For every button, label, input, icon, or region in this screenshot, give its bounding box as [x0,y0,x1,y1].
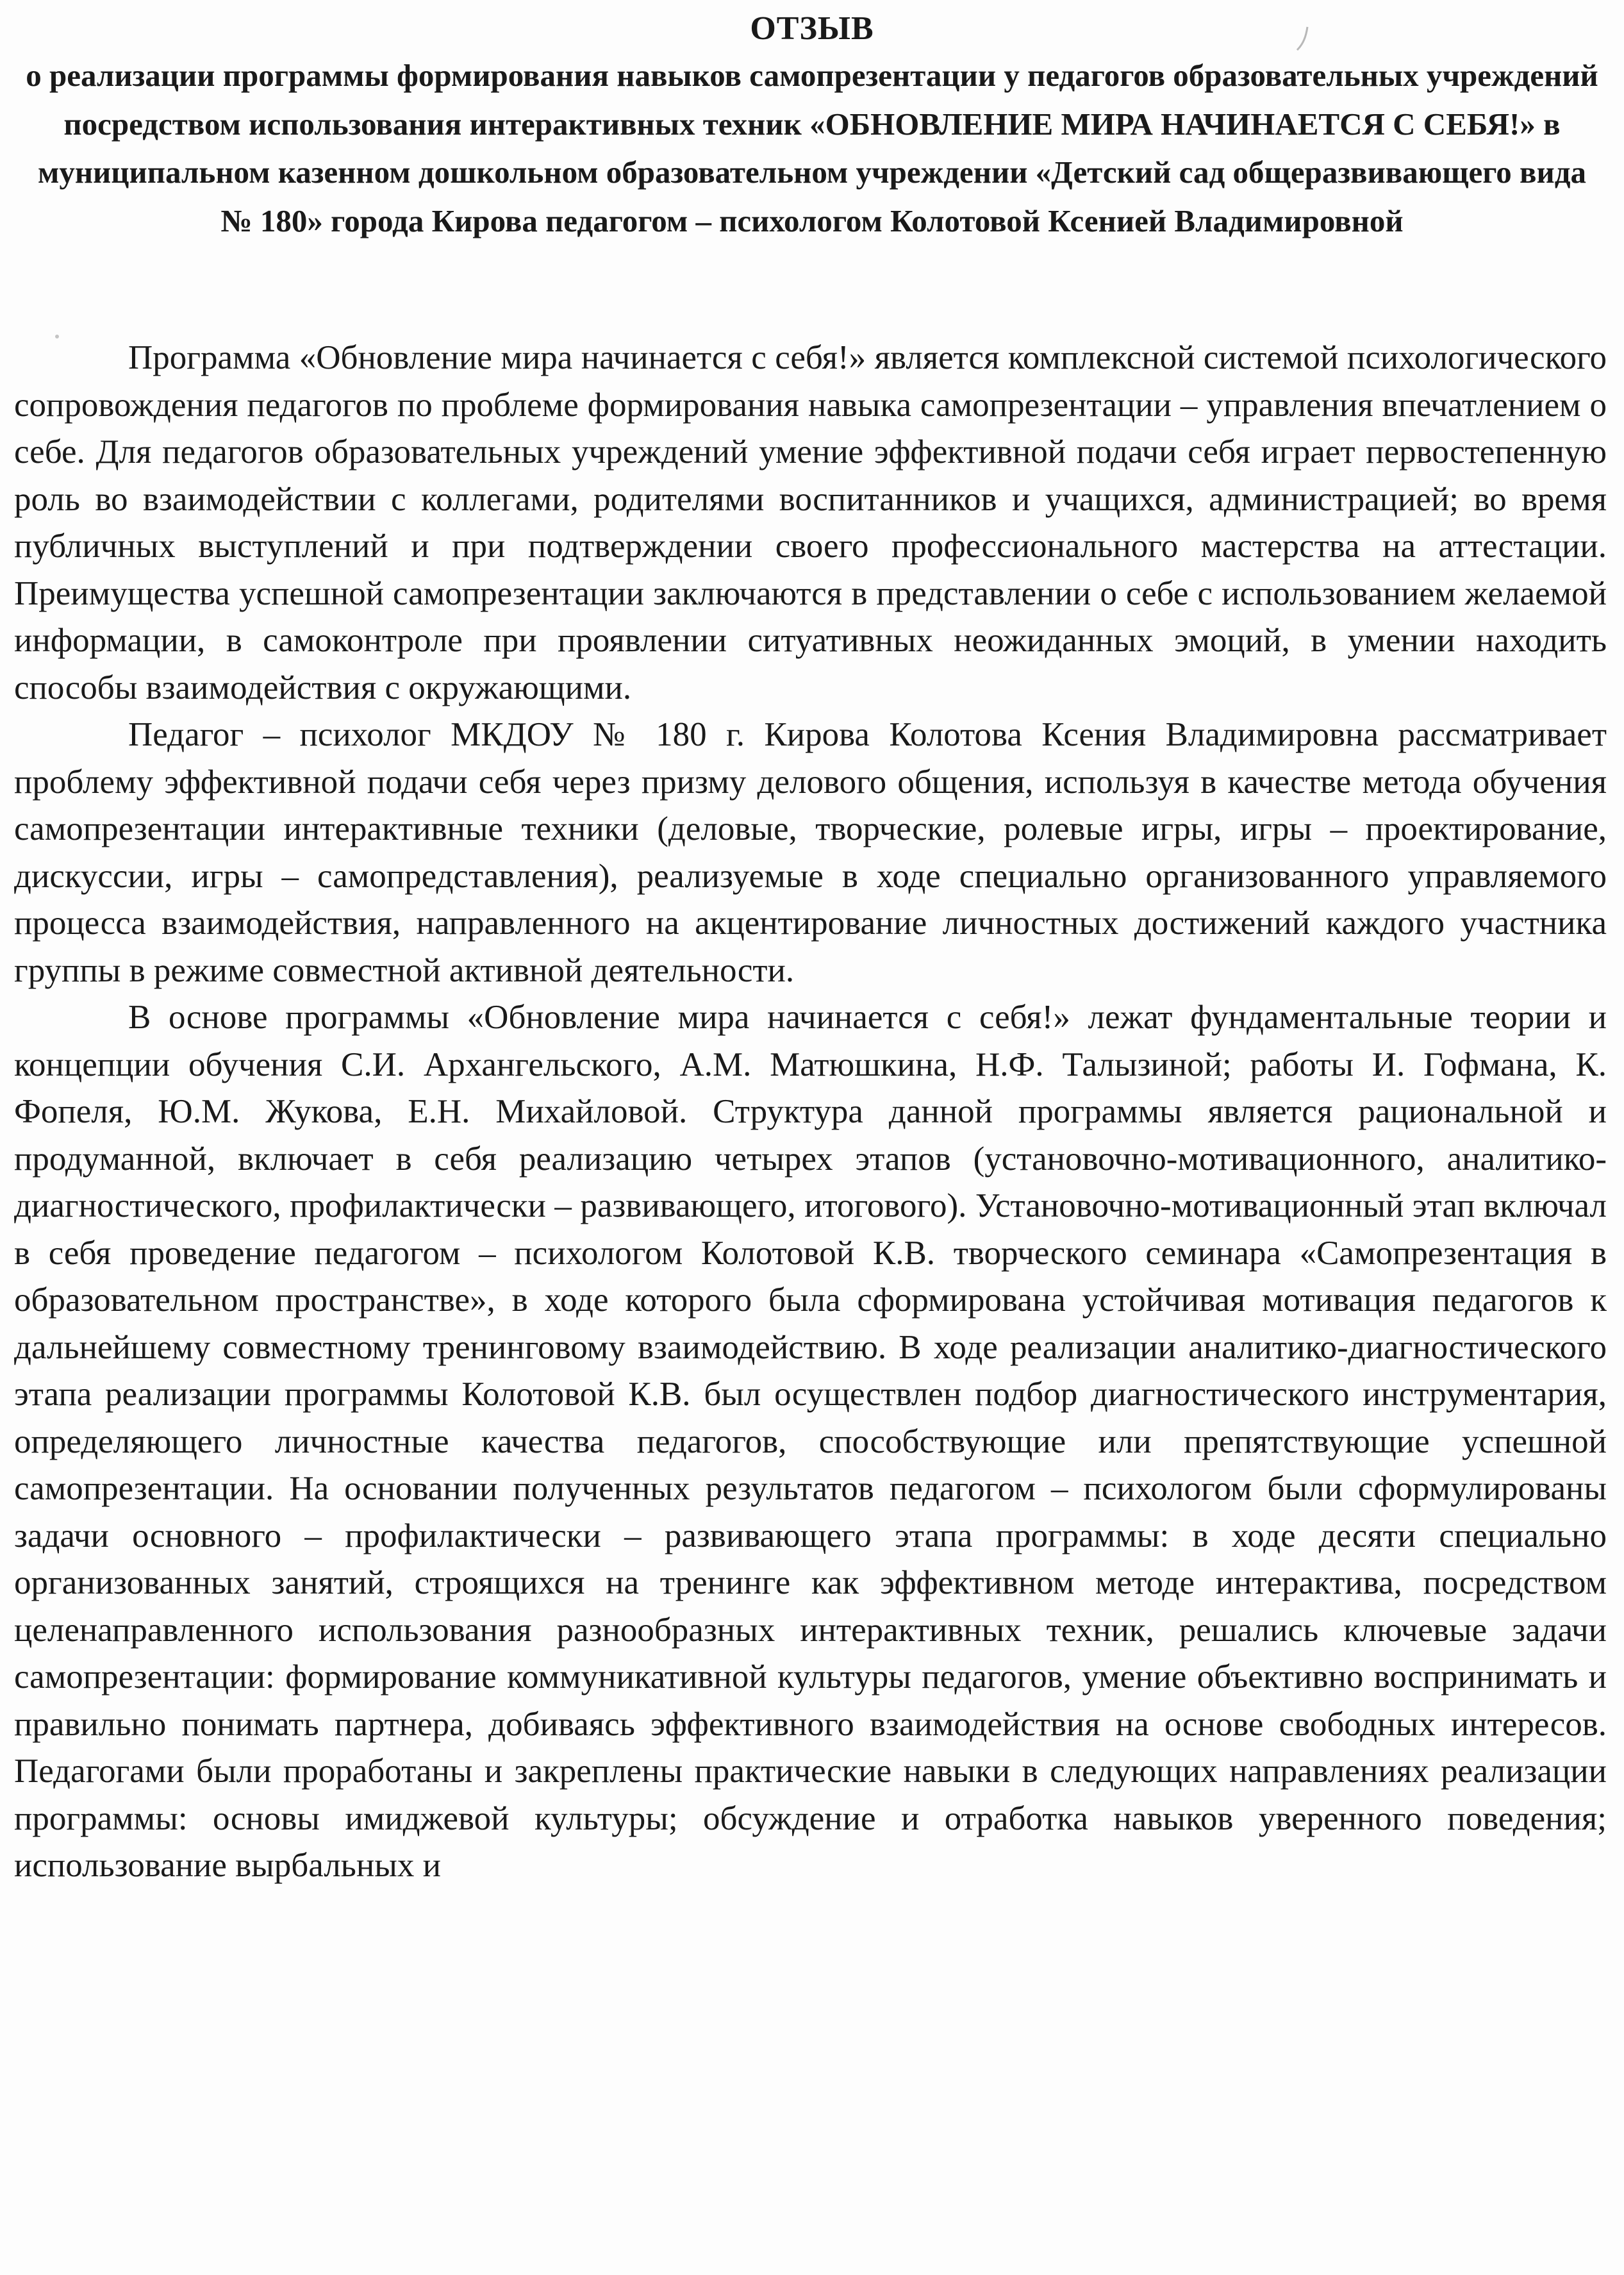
document-header [26,6,1598,245]
paragraph-1: Программа «Обновление мира начинается с себя!» является комплексной системой психологического сопровождения педагогов по проблеме формирования навыка самопрезентации – управления впечатлением о себе. Для педагогов образовательных учреждений умение эффективной подачи себя играет первостепенную роль во взаимодействии с коллегами, родителями воспитанников и учащихся, администрацией; во время публичных выступлений и при подтверждении своего профессионального мастерства на аттестации. Преимущества успешной самопрезентации заключаются в представлении о себе с использованием желаемой информации, в самоконтроле при проявлении ситуативных неожиданных эмоций, в умении находить способы взаимодействия с окружающими. [14,339,1607,706]
paragraph-2: Педагог – психолог МКДОУ № 180 г. Кирова Колотова Ксения Владимировна рассматривает проблему эффективной подачи себя через призму делового общения, используя в качестве метода обучения самопрезентации интерактивные техники (деловые, творческие, ролевые игры, игры – проектирование, дискуссии, игры – самопредставления), реализуемые в ходе специально организованного управляемого процесса взаимодействия, направленного на акцентирование личностных достижений каждого участника группы в режиме совместной активной деятельности. [14,716,1607,989]
scan-artifact-mark [1293,24,1313,53]
paragraph-3: В основе программы «Обновление мира начинается с себя!» лежат фундаментальные теории и концепции обучения С.И. Архангельского, А.М. Матюшкина, Н.Ф. Талызиной; работы И. Гофмана, К. Фопеля, Ю.М. Жукова, Е.Н. Михайловой. Структура данной программы является рациональной и продуманной, включает в себя реализацию четырех этапов (установочно-мотивационного, аналитико-диагностического, профилактически – развивающего, итогового). Установочно-мотивационный этап включал в себя проведение педагогом – психологом Колотовой К.В. творческого семинара «Самопрезентация в образовательном пространстве», в ходе которого была сформирована устойчивая мотивация педагогов к дальнейшему совместному тренинговому взаимодействию. В ходе реализации аналитико-диагностического этапа реализации программы Колотовой К.В. был осуществлен подбор диагностического инструментария, определяющего личностные качества педагогов, способствующие или препятствующие успешной самопрезентации. На основании полученных результатов педагогом – психологом были сформулированы задачи основного – профилактически – развивающего этапа программы: в ходе десяти специально организованных занятий, строящихся на тренинге как эффективном методе интерактива, посредством целенаправленного использования разнообразных интерактивных техник, решались ключевые задачи самопрезентации: формирование коммуникативной культуры педагогов, умение объективно воспринимать и правильно понимать партнера, добиваясь эффективного взаимодействия на основе свободных интересов. Педагогами были проработаны и закреплены практические навыки в следующих направлениях реализации программы: основы имиджевой культуры; обсуждение и отработка навыков уверенного поведения; использование вырбальных и [14,999,1607,1884]
document-body [14,335,1607,1890]
document-title: ОТЗЫВ [750,10,874,47]
scan-artifact-dot [54,333,60,340]
document-subtitle: о реализации программы формирования навыков самопрезентации у педагогов образовательных учреждений посредством использования интерактивных техник «ОБНОВЛЕНИЕ МИРА НАЧИНАЕТСЯ С СЕБЯ!» в муниципальном казенном дошкольном образовательном учреждении «Детский сад общеразвивающего вида № 180» города Кирова педагогом – психологом Колотовой Ксенией Владимировной [26,58,1598,238]
